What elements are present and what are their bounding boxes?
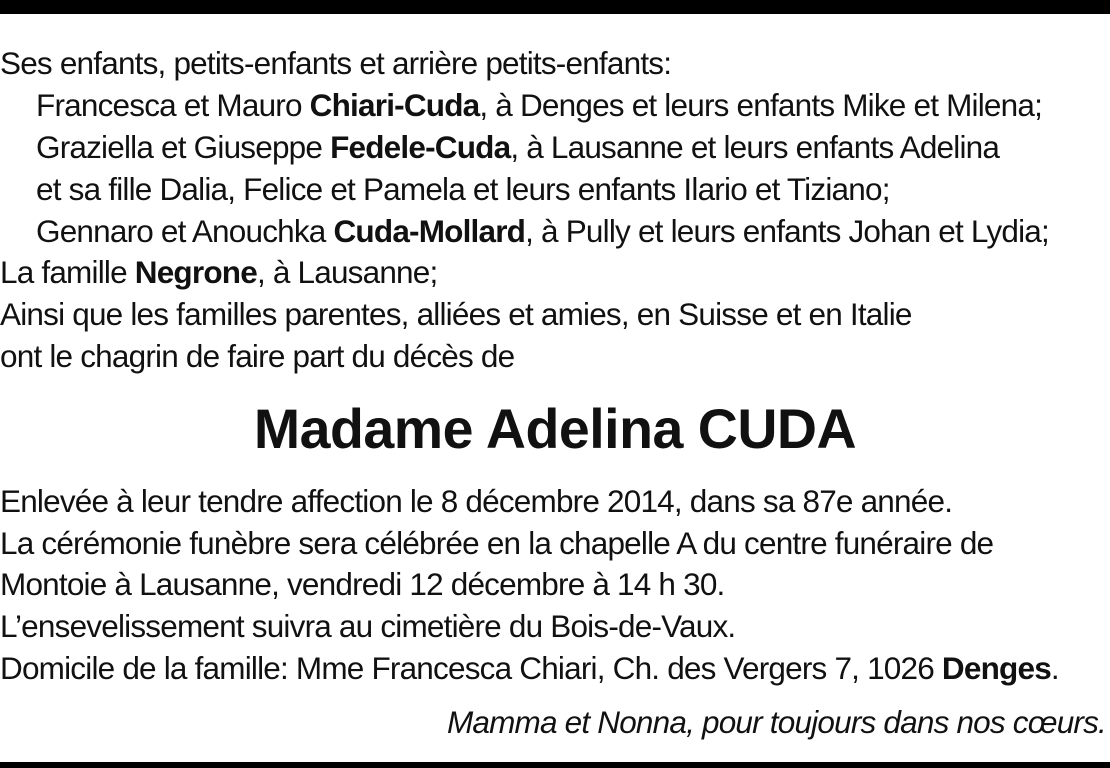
detail-text-1: Enlevée à leur tendre affection le 8 décembre 2014, dans sa 87e année.	[0, 483, 953, 519]
family-3-pre: Gennaro et Anouchka	[36, 213, 334, 249]
family-3-post: , à Pully et leurs enfants Johan et Lydia;	[525, 213, 1049, 249]
detail-text-2: La cérémonie funèbre sera célébrée en la chapelle A du centre funéraire de	[0, 525, 994, 561]
domicile-town: Denges	[941, 650, 1051, 686]
family-2-pre: Graziella et Giuseppe	[36, 129, 331, 165]
family-line-2	[36, 127, 1110, 167]
family-2-name: Fedele-Cuda	[330, 129, 511, 165]
relatives-line	[0, 294, 1110, 334]
family-line-3	[36, 211, 1110, 251]
family-line-4	[0, 252, 1110, 292]
family-2-post: , à Lausanne et leurs enfants Adelina	[510, 129, 1000, 165]
domicile-line	[0, 648, 1110, 688]
family-1-pre: Francesca et Mauro	[36, 87, 310, 123]
family-4-name: Negrone	[134, 254, 257, 290]
relatives-text: Ainsi que les familles parentes, alliées et amies, en Suisse et en Italie	[0, 296, 912, 332]
family-line-2-continuation	[36, 169, 1110, 209]
intro-line	[0, 43, 1110, 83]
family-3-name: Cuda-Mollard	[333, 213, 526, 249]
family-1-name: Chiari-Cuda	[309, 87, 480, 123]
intro-text: Ses enfants, petits-enfants et arrière petits-enfants:	[0, 45, 672, 81]
family-2-continuation: et sa fille Dalia, Felice et Pamela et leurs enfants Ilario et Tiziano;	[36, 171, 890, 207]
detail-line-2	[0, 523, 1110, 563]
detail-text-4: L’ensevelissement suivra au cimetière du Bois-de-Vaux.	[0, 608, 736, 644]
family-line-1	[36, 85, 1110, 125]
detail-line-1	[0, 481, 1110, 521]
announce-text: ont le chagrin de faire part du décès de	[0, 338, 515, 374]
closing-motto: Mamma et Nonna, pour toujours dans nos cœurs.	[446, 704, 1106, 740]
announce-line	[0, 336, 1110, 376]
detail-line-4	[0, 606, 1110, 646]
domicile-post: .	[1050, 650, 1059, 686]
deceased-name-heading: Madame Adelina CUDA	[253, 397, 857, 460]
family-1-post: , à Denges et leurs enfants Mike et Milena;	[479, 87, 1043, 123]
domicile-pre: Domicile de la famille: Mme Francesca Chiari, Ch. des Vergers 7, 1026	[0, 650, 942, 686]
family-4-pre: La famille	[0, 254, 135, 290]
family-4-post: , à Lausanne;	[256, 254, 438, 290]
bottom-border-rule	[0, 762, 1110, 768]
detail-line-3	[0, 564, 1110, 604]
detail-text-3: Montoie à Lausanne, vendredi 12 décembre à 14 h 30.	[0, 566, 725, 602]
